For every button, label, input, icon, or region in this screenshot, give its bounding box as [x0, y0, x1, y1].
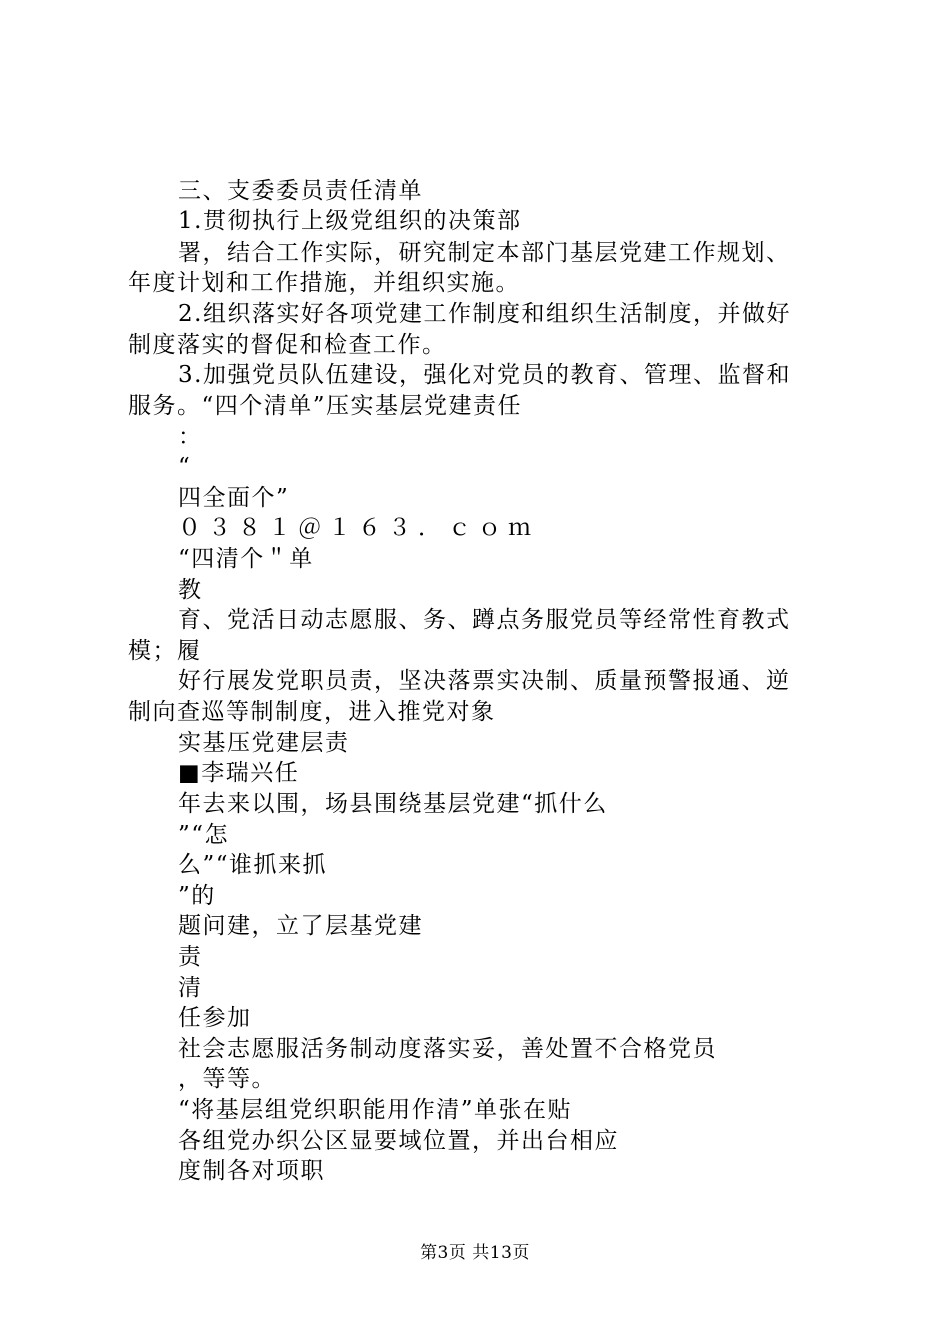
text-line: “	[178, 454, 192, 480]
text-line: 么”“谁抓来抓	[178, 852, 328, 878]
text-line: 模；履	[128, 638, 202, 664]
text-line: 服务。“四个清单”压实基层党建责任	[128, 393, 523, 419]
text-line: ，等等。	[178, 1066, 276, 1092]
text-line: 1.贯彻执行上级党组织的决策部	[178, 208, 522, 234]
text-line: 清	[178, 975, 203, 1001]
page-footer: 第3页 共13页	[420, 1243, 530, 1263]
text-line: ■李瑞兴任	[178, 760, 300, 786]
section-heading: 三、支委委员责任清单	[178, 178, 423, 204]
text-line: ”“怎	[178, 822, 230, 848]
text-line: 署，结合工作实际，研究制定本部门基层党建工作规划、	[178, 240, 791, 266]
text-line: 3.加强党员队伍建设，强化对党员的教育、管理、监督和	[178, 362, 791, 388]
text-line: 四全面个”	[178, 485, 290, 511]
text-line: 年度计划和工作措施，并组织实施。	[128, 270, 520, 296]
text-line: 育、党活日动志愿服、务、蹲点务服党员等经常性育教式	[178, 607, 791, 633]
text-line: 社会志愿服活务制动度落实妥，善处置不合格党员	[178, 1036, 717, 1062]
text-line: 制向查巡等制制度，进入推党对象	[128, 699, 496, 725]
text-line: “将基层组党织职能用作清”单张在贴	[178, 1097, 573, 1123]
text-line: ”的	[178, 883, 216, 909]
text-line: 责	[178, 944, 203, 970]
text-line: 教	[178, 577, 203, 603]
text-line: “四清个＂单	[178, 546, 314, 572]
text-line: 实基压党建层责	[178, 730, 350, 756]
text-line: 度制各对项职	[178, 1158, 325, 1184]
text-line: 好行展发党职员责，坚决落票实决制、质量预警报通、逆	[178, 668, 791, 694]
text-line: 各组党办织公区显要域位置，并出台相应	[178, 1128, 619, 1154]
text-line: 年去来以围，场县围绕基层党建“抓什么	[178, 791, 608, 817]
email-text: ０３８１＠１６３．ｃｏｍ	[178, 515, 538, 541]
text-line: ：	[178, 424, 203, 450]
text-line: 制度落实的督促和检查工作。	[128, 332, 447, 358]
text-line: 题问建，立了层基党建	[178, 913, 423, 939]
text-line: 2.组织落实好各项党建工作制度和组织生活制度，并做好	[178, 301, 791, 327]
text-line: 任参加	[178, 1005, 252, 1031]
